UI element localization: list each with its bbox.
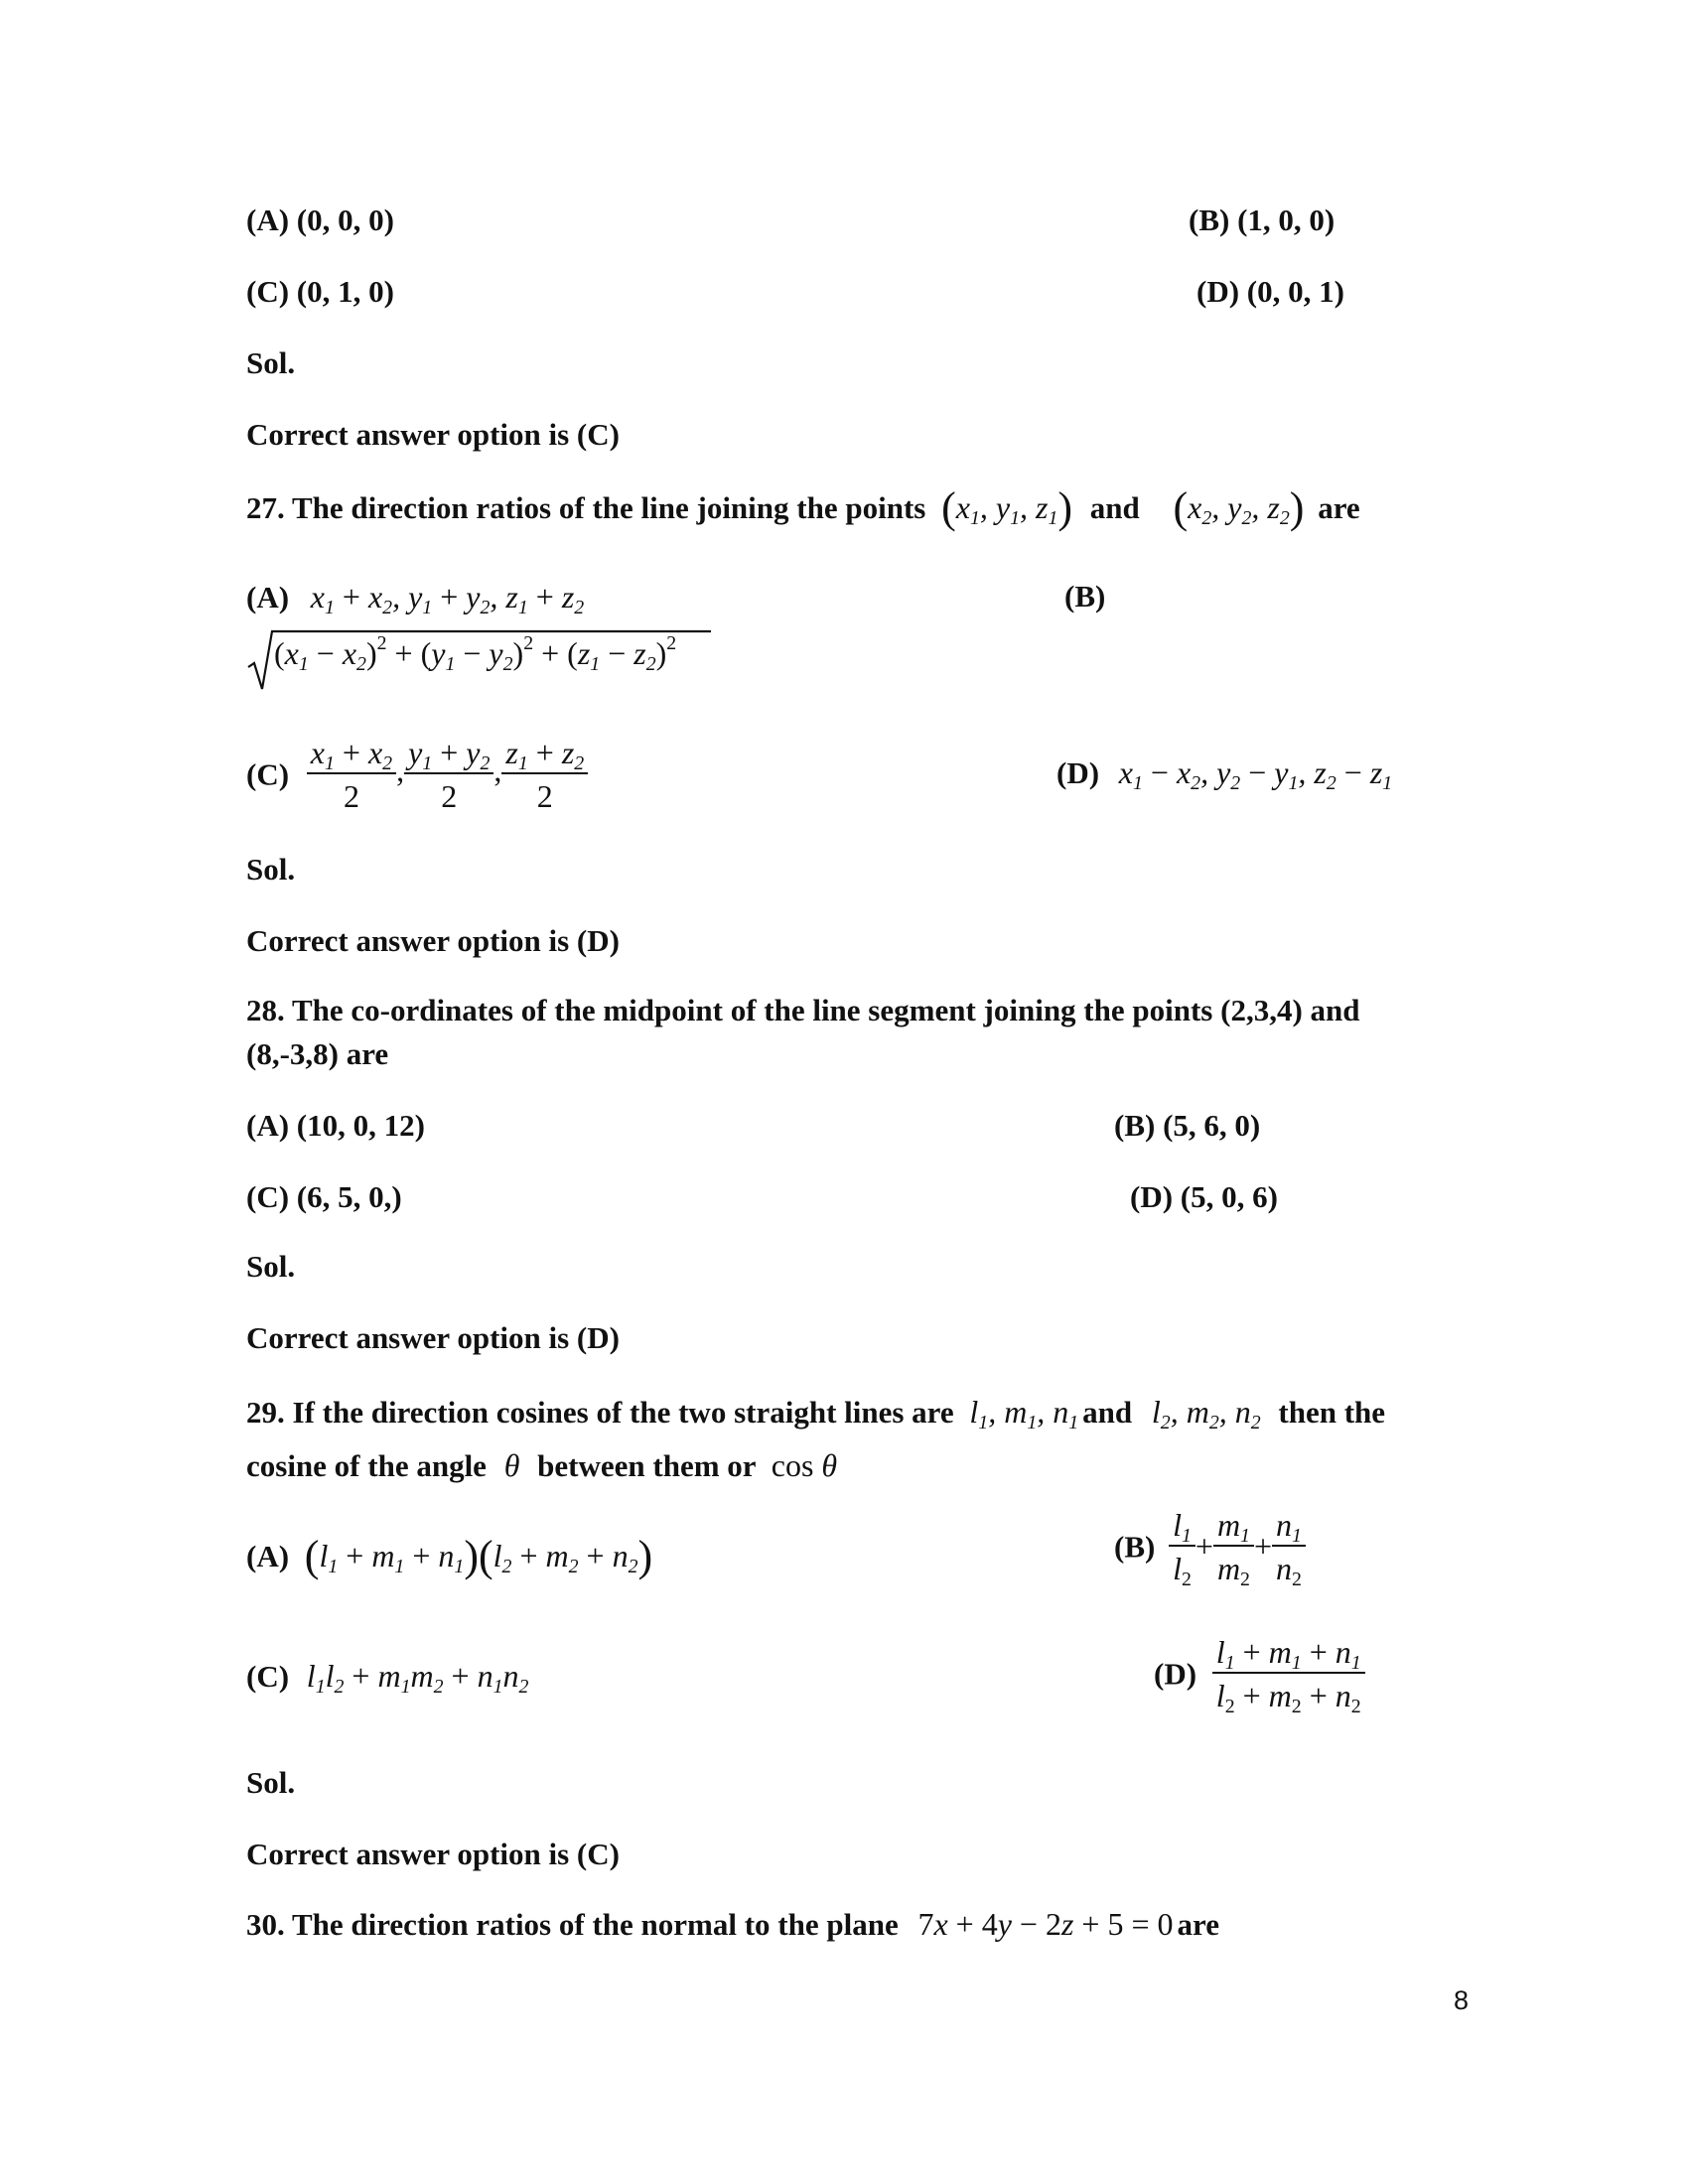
q28-stem-line2: (8,-3,8) are [246, 1036, 389, 1071]
page-number: 8 [1454, 1985, 1470, 2015]
q29-option-b [1114, 1507, 1306, 1590]
q30-stem-text: 30. The direction ratios of the normal to the plane [246, 1907, 899, 1942]
q27-point2-math: ($x_2$, $y_2$, $z_2$) [1173, 483, 1305, 532]
q29-stem-line1 [246, 1394, 1386, 1433]
q27-option-d [1056, 754, 1393, 794]
q29-answer: Correct answer option is (C) [246, 1837, 620, 1871]
q29-option-c [246, 1658, 529, 1698]
q28-option-b: (B) (5, 6, 0) [1114, 1108, 1261, 1143]
q29-cosines-2-math: $l_2$, $m_2$, $n_2$ [1151, 1394, 1261, 1433]
q29-label-d: (D) [1154, 1656, 1197, 1692]
q29-cosines-1-math: $l_1$, $m_1$, $n_1$ [969, 1394, 1079, 1433]
q29-label-a: (A) [246, 1539, 290, 1573]
q27-answer: Correct answer option is (D) [246, 923, 620, 958]
q29-stem-line2-text: cosine of the angle [246, 1448, 487, 1483]
q27-option-b-radical [246, 627, 713, 697]
q27-point1-math: ($x_1$, $y_1$, $z_1$) [941, 483, 1073, 532]
q28-option-c: (C) (6, 5, 0,) [246, 1179, 402, 1214]
q27-option-c [246, 737, 588, 812]
q29-option-d [1154, 1634, 1365, 1717]
q28-answer: Correct answer option is (D) [246, 1320, 620, 1355]
q29-sol-label: Sol. [246, 1765, 296, 1800]
q27-and: and [1089, 490, 1140, 525]
q29-then-the: then the [1278, 1395, 1386, 1430]
q29-option-a [246, 1532, 653, 1580]
q28-option-d: (D) (5, 0, 6) [1130, 1179, 1278, 1214]
q27-option-b: (B) [1064, 579, 1106, 614]
q29-option-a-math: $(l_1 + m_1 + n_1)(l_2 + m_2 + n_2)$ [304, 1532, 653, 1580]
q29-option-d-math: $\frac{l_1 + m_1 + n_1}{l_2 + m_2 + n_2}$ [1212, 1652, 1365, 1688]
q29-label-b: (B) [1114, 1529, 1156, 1565]
q28-option-a: (A) (10, 0, 12) [246, 1108, 425, 1143]
q27-option-c-math: $\frac{x_1 + x_2}{2}$ , $\frac{y_1 + y_2}{2}$ , $\frac{z_1 + z_2}{2}$ [307, 752, 588, 788]
q30-stem [246, 1908, 1219, 1940]
q26-answer: Correct answer option is (C) [246, 417, 620, 452]
q26-sol-label: Sol. [246, 345, 296, 380]
q29-option-c-math: $l_1l_2 + m_1m_2 + n_1n_2$ [306, 1658, 529, 1698]
q27-option-d-math: $x_1 - x_2$, $y_2 - y_1$, $z_2 - z_1$ [1118, 754, 1393, 794]
q30-plane-equation-math: 7x + 4y − 2z + 5 = 0 [917, 1906, 1174, 1942]
q28-stem-line1: 28. The co-ordinates of the midpoint of the line segment joining the points (2,3,4) and [246, 993, 1360, 1027]
q27-label-a: (A) [246, 580, 290, 614]
q29-between: between them or [537, 1448, 756, 1483]
q29-option-b-math: $\frac{l_1}{l_2}$ + $\frac{m_1}{m_2}$ + $\frac{n_1}{n_2}$ [1169, 1525, 1306, 1561]
q27-stem-text: 27. The direction ratios of the line joining the points [246, 490, 926, 525]
q29-label-c: (C) [246, 1659, 290, 1694]
q27-option-a-math: $x_1 + x_2$, $y_1 + y_2$, $z_1 + z_2$ [310, 579, 585, 618]
q27-stem [246, 483, 1360, 532]
q29-stem-line2 [246, 1449, 837, 1481]
q30-are: are [1177, 1907, 1219, 1942]
q27-label-c: (C) [246, 756, 290, 792]
q27-option-b-math: $(x_1 - x_2)^2 + (y_1 - y_2)^2 + (z_1 - z_2)^2$ [274, 632, 677, 675]
q26-option-d: (D) (0, 0, 1) [1196, 274, 1344, 309]
q29-and: and [1082, 1395, 1133, 1430]
q26-option-a: (A) (0, 0, 0) [246, 203, 394, 237]
q27-are: are [1318, 490, 1360, 525]
q28-sol-label: Sol. [246, 1249, 296, 1284]
q27-option-a [246, 579, 585, 618]
q27-sol-label: Sol. [246, 852, 296, 887]
q26-option-c: (C) (0, 1, 0) [246, 274, 394, 309]
q29-stem-text: 29. If the direction cosines of the two straight lines are [246, 1395, 954, 1430]
q26-option-b: (B) (1, 0, 0) [1189, 203, 1336, 237]
q27-label-d: (D) [1056, 755, 1100, 790]
q29-theta-math: θ [503, 1447, 520, 1483]
q29-cos-theta-math: cos θ [771, 1447, 838, 1483]
